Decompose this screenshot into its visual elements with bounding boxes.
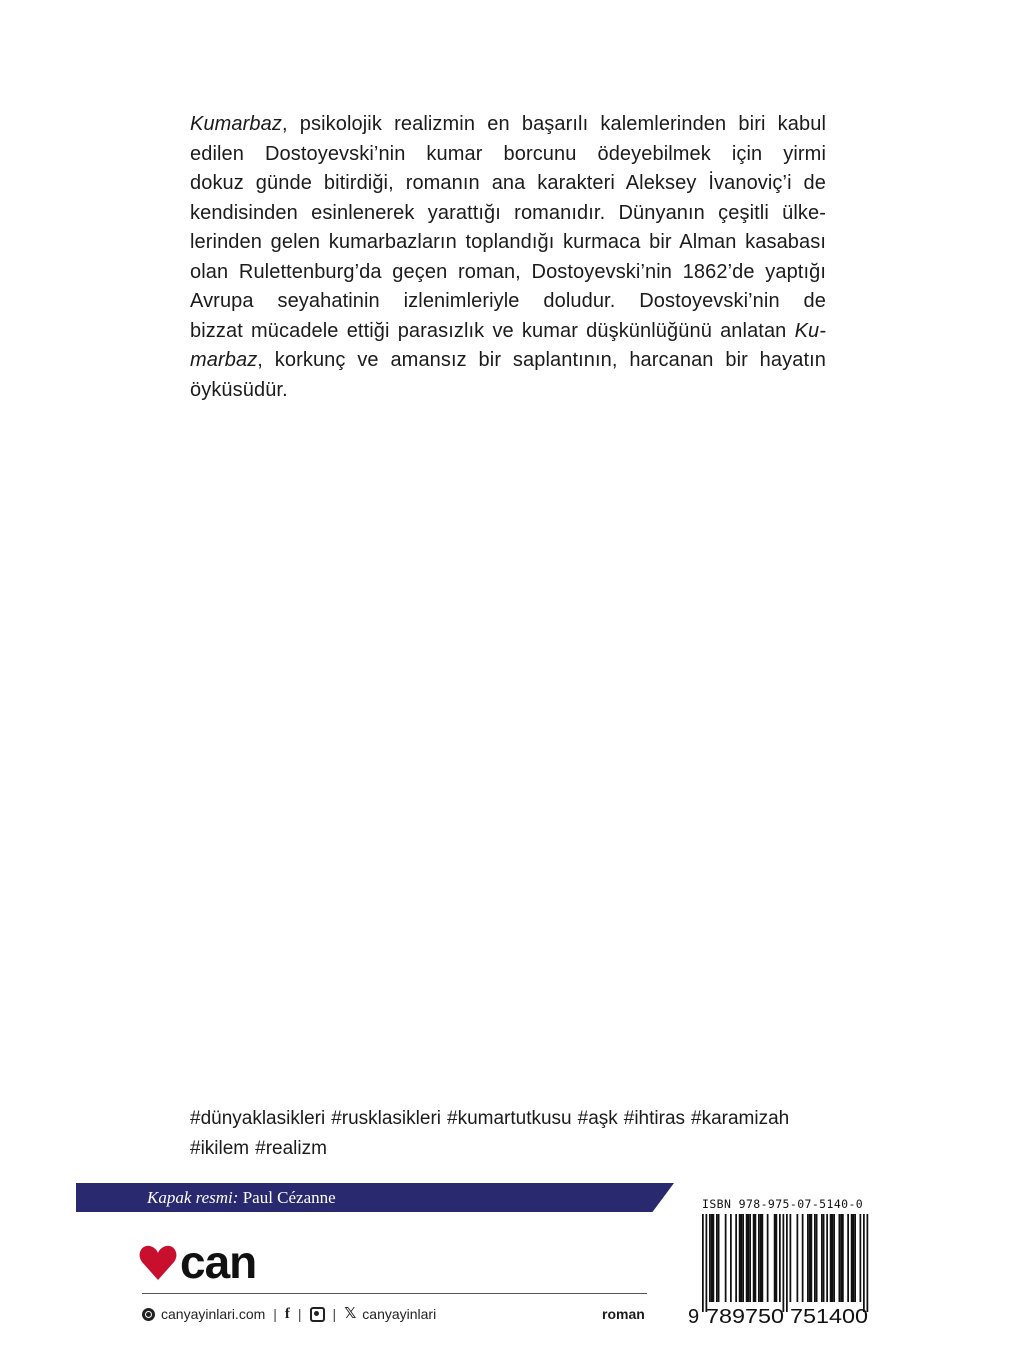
- barcode-bar: [730, 1214, 732, 1302]
- barcode-bar: [839, 1214, 841, 1302]
- barcode-bar: [823, 1214, 825, 1302]
- barcode-bar: [811, 1214, 813, 1302]
- blurb-line: kendisinden esinlenerek yarattığı romanıdır. Dünyanın çeşitli ülke-: [190, 201, 826, 224]
- barcode-bar: [711, 1214, 713, 1302]
- barcode-bar: [739, 1214, 741, 1302]
- barcode-bar: [749, 1214, 751, 1302]
- hashtag: #karamizah: [691, 1108, 790, 1129]
- barcode-left-digits: 789750: [706, 1306, 784, 1326]
- blurb-line: edilen Dostoyevski’nin kumar borcunu ödeyebilmek için yirmi: [190, 142, 826, 165]
- hashtag-line: [190, 1104, 830, 1134]
- instagram-icon[interactable]: [310, 1307, 325, 1322]
- hashtag: #rusklasikleri: [331, 1108, 441, 1129]
- barcode-bar: [853, 1214, 855, 1302]
- barcode-bar: [809, 1214, 811, 1302]
- barcode-lead-digit: 9: [688, 1306, 700, 1326]
- barcode-bar: [742, 1214, 744, 1302]
- isbn-barcode: [688, 1214, 878, 1326]
- barcode-bar: [746, 1214, 748, 1302]
- barcode-bar: [702, 1214, 704, 1312]
- barcode-bar: [860, 1214, 862, 1302]
- barcode-bar: [774, 1214, 776, 1302]
- barcode-bar: [840, 1214, 842, 1302]
- separator: |: [332, 1306, 337, 1322]
- hashtag: #realizm: [255, 1138, 327, 1159]
- heart-icon: [140, 1246, 177, 1280]
- barcode-bar: [706, 1214, 708, 1312]
- barcode-bar: [767, 1214, 769, 1302]
- barcode-bar: [833, 1214, 835, 1302]
- blurb-line: lerinden gelen kumarbazların toplandığı kurmaca bir Alman kasabası: [190, 231, 826, 253]
- blurb-line: öyküsüdür.: [190, 378, 288, 401]
- publisher-logo: [138, 1240, 288, 1286]
- barcode-bar: [797, 1214, 799, 1302]
- barcode-bar: [816, 1214, 818, 1302]
- cover-credit-artist: Paul Cézanne: [242, 1188, 336, 1207]
- x-icon[interactable]: 𝕏: [344, 1305, 357, 1322]
- social-handle[interactable]: canyayinlari: [362, 1306, 437, 1322]
- hashtag: #aşk: [577, 1108, 618, 1129]
- barcode-bar: [851, 1214, 853, 1302]
- barcode-bar: [854, 1214, 856, 1302]
- isbn-label: ISBN 978-975-07-5140-0: [702, 1197, 864, 1211]
- website-link[interactable]: canyayinlari.com: [161, 1306, 266, 1322]
- separator: |: [297, 1306, 302, 1322]
- barcode-bar: [718, 1214, 720, 1302]
- publisher-logo-text: can: [180, 1240, 257, 1286]
- barcode-bar: [709, 1214, 711, 1302]
- blurb-line: Kumarbaz, psikolojik realizmin en başarılı kalemlerinden biri kabul: [190, 113, 826, 135]
- blurb-line: dokuz günde bitirdiği, romanın ana karakteri Aleksey İvanoviç’i de: [190, 172, 826, 194]
- barcode-bar: [755, 1214, 757, 1302]
- blurb-paragraph: [190, 110, 826, 405]
- barcode-bar: [741, 1214, 743, 1302]
- barcode-bar: [725, 1214, 727, 1302]
- barcode-bar: [821, 1214, 823, 1302]
- cover-credit-label: Kapak resmi:: [147, 1188, 239, 1207]
- barcode-bar: [814, 1214, 816, 1302]
- hashtag: #ihtiras: [623, 1108, 686, 1129]
- barcode-bar: [842, 1214, 844, 1302]
- barcode-bar: [753, 1214, 755, 1302]
- cover-credit: [147, 1187, 336, 1209]
- blurb-line: marbaz, korkunç ve amansız bir saplantının, harcanan bir hayatın: [190, 349, 826, 371]
- separator: |: [273, 1306, 277, 1322]
- barcode-bar: [713, 1214, 715, 1302]
- barcode-bar: [786, 1214, 788, 1312]
- barcode-bar: [830, 1214, 832, 1302]
- barcode-right-digits: 751400: [790, 1306, 868, 1326]
- barcode-bar: [832, 1214, 834, 1302]
- publisher-footer: [142, 1304, 436, 1324]
- hashtag-list: [190, 1104, 830, 1164]
- blurb-line: Avrupa seyahatinin izlenimleriyle doludur. Dostoyevski’nin de: [190, 290, 826, 312]
- blurb-line: olan Rulettenburg’da geçen roman, Dostoyevski’nin 1862’de yaptığı: [190, 260, 826, 283]
- hashtag: #dünyaklasikleri: [190, 1108, 326, 1129]
- barcode-bar: [863, 1214, 865, 1312]
- facebook-icon[interactable]: f: [284, 1306, 290, 1322]
- hashtag-line: [190, 1134, 830, 1164]
- hashtag: #kumartutkusu: [447, 1108, 572, 1129]
- barcode-bar: [847, 1214, 849, 1302]
- barcode-bar: [802, 1214, 804, 1302]
- barcode-bar: [748, 1214, 750, 1302]
- barcode-bar: [760, 1214, 762, 1302]
- barcode-bar: [735, 1214, 737, 1302]
- barcode-bar: [790, 1214, 792, 1302]
- barcode-bar: [783, 1214, 785, 1312]
- barcode-bar: [826, 1214, 828, 1302]
- barcode-bar: [776, 1214, 778, 1302]
- genre-label: roman: [602, 1306, 645, 1322]
- blurb-line: bizzat mücadele ettiği parasızlık ve kumar düşkünlüğünü anlatan Ku-: [190, 319, 826, 342]
- barcode-bar: [867, 1214, 869, 1312]
- barcode-bar: [716, 1214, 718, 1302]
- hashtag: #ikilem: [190, 1138, 250, 1159]
- barcode-bar: [779, 1214, 781, 1302]
- barcode-bar: [807, 1214, 809, 1302]
- globe-icon: [142, 1308, 155, 1321]
- barcode-bar: [758, 1214, 760, 1302]
- barcode-bar: [762, 1214, 764, 1302]
- barcode-bars: [702, 1214, 868, 1312]
- footer-divider: [142, 1293, 647, 1294]
